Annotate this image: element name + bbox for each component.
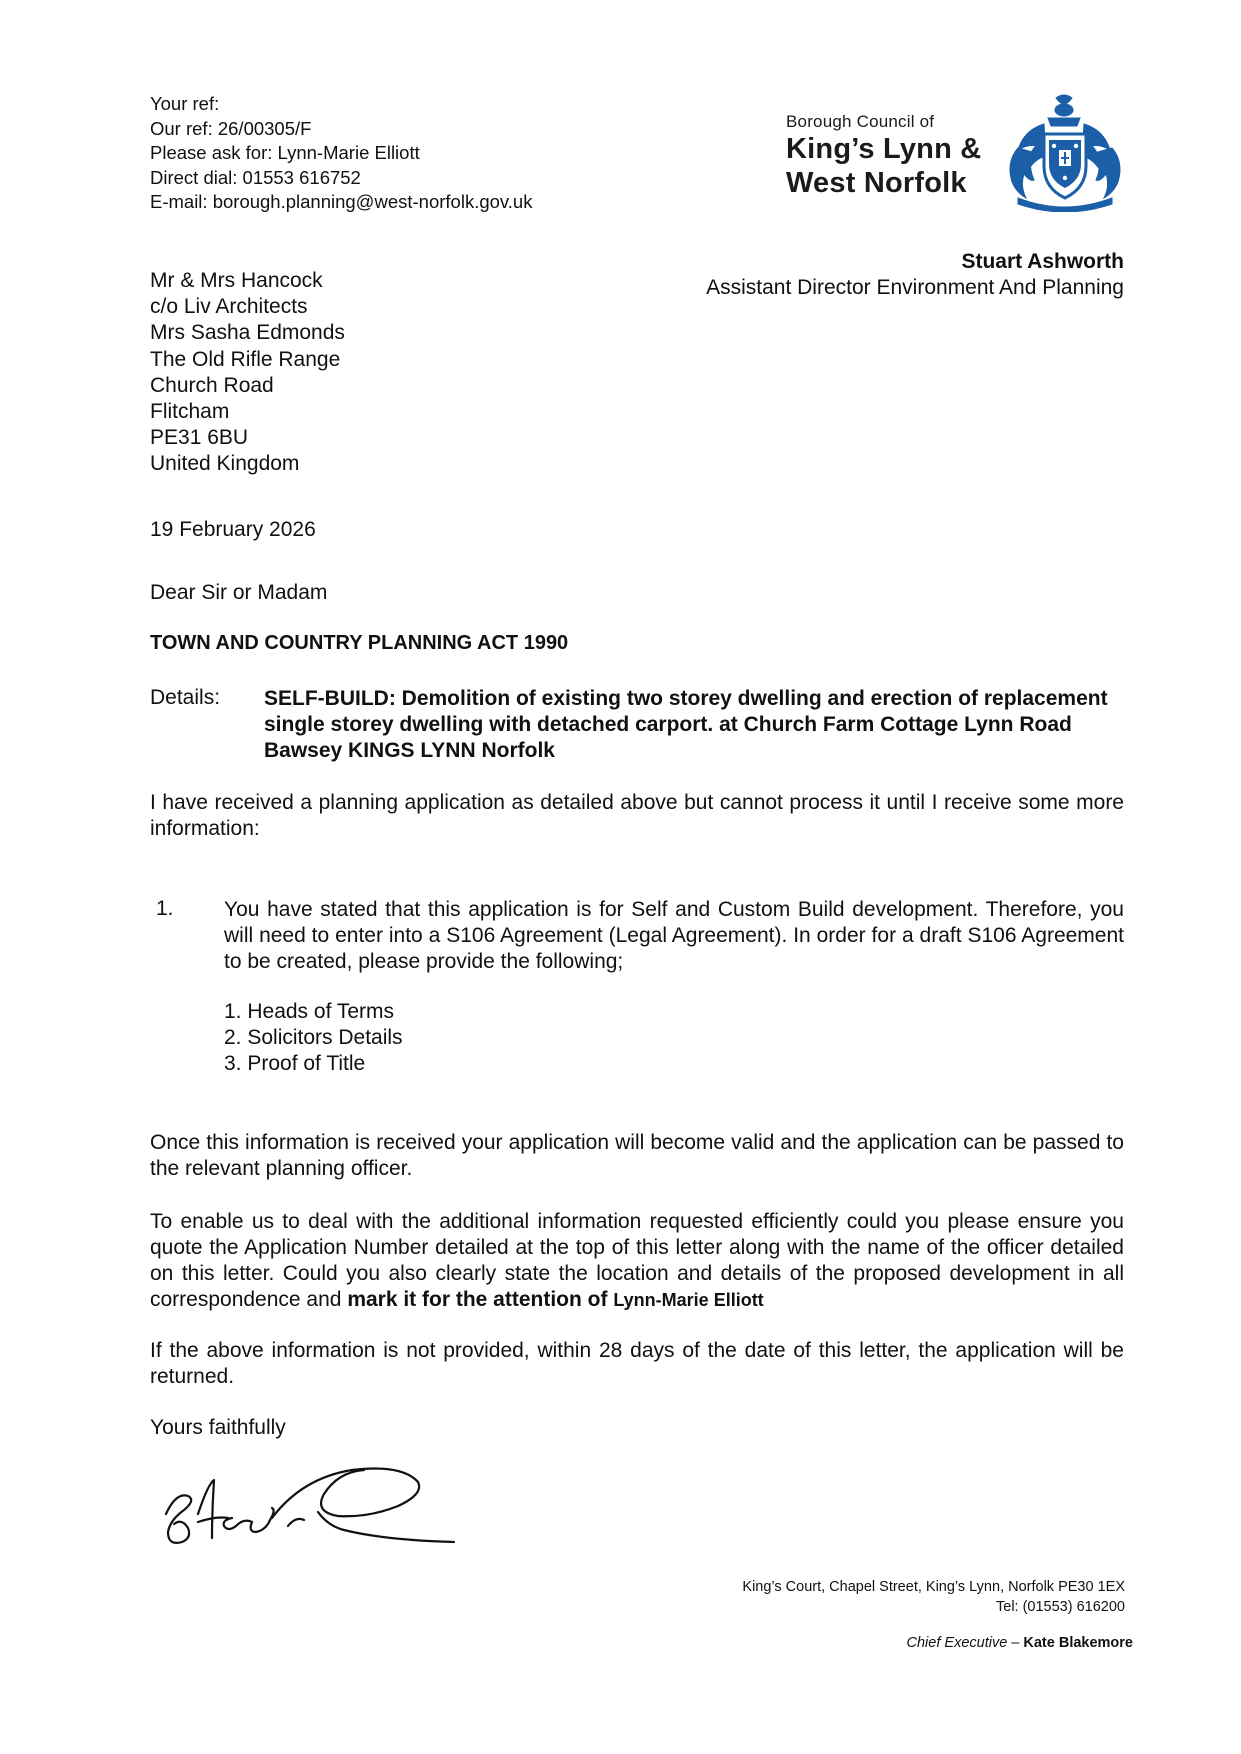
recipient-address xyxy=(150,268,345,478)
item-number: 1. xyxy=(156,897,174,920)
return-paragraph: If the above information is not provided, within 28 days of the date of this letter, the application will be returned. xyxy=(150,1339,1124,1388)
list-item: 3. Proof of Title xyxy=(224,1052,366,1075)
validity-paragraph: Once this information is received your application will become valid and the application can be passed to the relevant planning officer. xyxy=(150,1131,1124,1180)
address-line: The Old Rifle Range xyxy=(150,347,341,371)
reference-block xyxy=(150,92,532,215)
logo-line-1: Borough Council of xyxy=(786,112,935,131)
contact-person: Please ask for: Lynn-Marie Elliott xyxy=(150,142,420,163)
your-ref: Your ref: xyxy=(150,93,220,114)
act-heading: TOWN AND COUNTRY PLANNING ACT 1990 xyxy=(150,632,569,654)
coat-of-arms-icon xyxy=(1004,94,1126,212)
signature xyxy=(158,1452,468,1552)
requirement-text: You have stated that this application is for Self and Custom Build development. Therefore, you will need to enter into a S106 Agreement (Legal Agreement). In order for a draft S106 Agreement to be created, please provide the following; xyxy=(224,898,1124,973)
attention-name: Lynn-Marie Elliott xyxy=(613,1290,764,1310)
details-label: Details: xyxy=(150,686,221,709)
salutation: Dear Sir or Madam xyxy=(150,581,328,604)
signatory-header xyxy=(706,249,1124,301)
logo-line-3: West Norfolk xyxy=(786,167,967,199)
letter-date: 19 February 2026 xyxy=(150,518,316,541)
director-name: Stuart Ashworth xyxy=(961,250,1124,273)
attention-text: mark it for the attention of xyxy=(347,1288,608,1311)
address-line: PE31 6BU xyxy=(150,426,249,450)
direct-dial: Direct dial: 01553 616752 xyxy=(150,166,361,188)
closing: Yours faithfully xyxy=(150,1416,286,1439)
separator: – xyxy=(1007,1635,1024,1651)
application-details: SELF-BUILD: Demolition of existing two storey dwelling and erection of replacement single storey dwelling with detached carport. at Church Farm Cottage Lynn Road Bawsey KINGS LYNN Norfolk xyxy=(264,687,1108,762)
council-telephone: Tel: (01553) 616200 xyxy=(996,1599,1125,1615)
our-ref: Our ref: 26/00305/F xyxy=(150,117,312,139)
address-line: Mrs Sasha Edmonds xyxy=(150,321,345,345)
list-item: 1. Heads of Terms xyxy=(224,1000,395,1023)
correspondence-paragraph xyxy=(150,1209,1124,1313)
intro-paragraph: I have received a planning application as detailed above but cannot process it until I receive some more information: xyxy=(150,791,1124,840)
council-street-address: King’s Court, Chapel Street, King’s Lynn, Norfolk PE30 1EX xyxy=(742,1579,1125,1595)
list-item: 2. Solicitors Details xyxy=(224,1026,403,1049)
contact-email: E-mail: borough.planning@west-norfolk.gov.uk xyxy=(150,191,533,212)
chief-executive-line xyxy=(907,1635,1133,1651)
address-line: Mr & Mrs Hancock xyxy=(150,269,323,292)
requirement-sublist xyxy=(224,999,403,1077)
council-logo-text xyxy=(786,112,981,200)
chief-executive-name: Kate Blakemore xyxy=(1023,1635,1133,1651)
address-line: United Kingdom xyxy=(150,452,300,476)
address-line: Church Road xyxy=(150,373,274,397)
address-line: c/o Liv Architects xyxy=(150,295,308,319)
council-address xyxy=(742,1577,1125,1617)
director-title: Assistant Director Environment And Planning xyxy=(706,276,1124,299)
correspondence-text: To enable us to deal with the additional information requested efficiently could you please ensure you quote the Application Number detailed at the top of this letter along with the name of the officer detailed on this letter. Could you also clearly state the location and details of the proposed development in all correspondence and xyxy=(150,1210,1124,1311)
address-line: Flitcham xyxy=(150,400,230,424)
chief-executive-role: Chief Executive xyxy=(906,1635,1008,1651)
council-logo xyxy=(786,108,1136,218)
logo-line-2: King’s Lynn & xyxy=(786,133,982,165)
